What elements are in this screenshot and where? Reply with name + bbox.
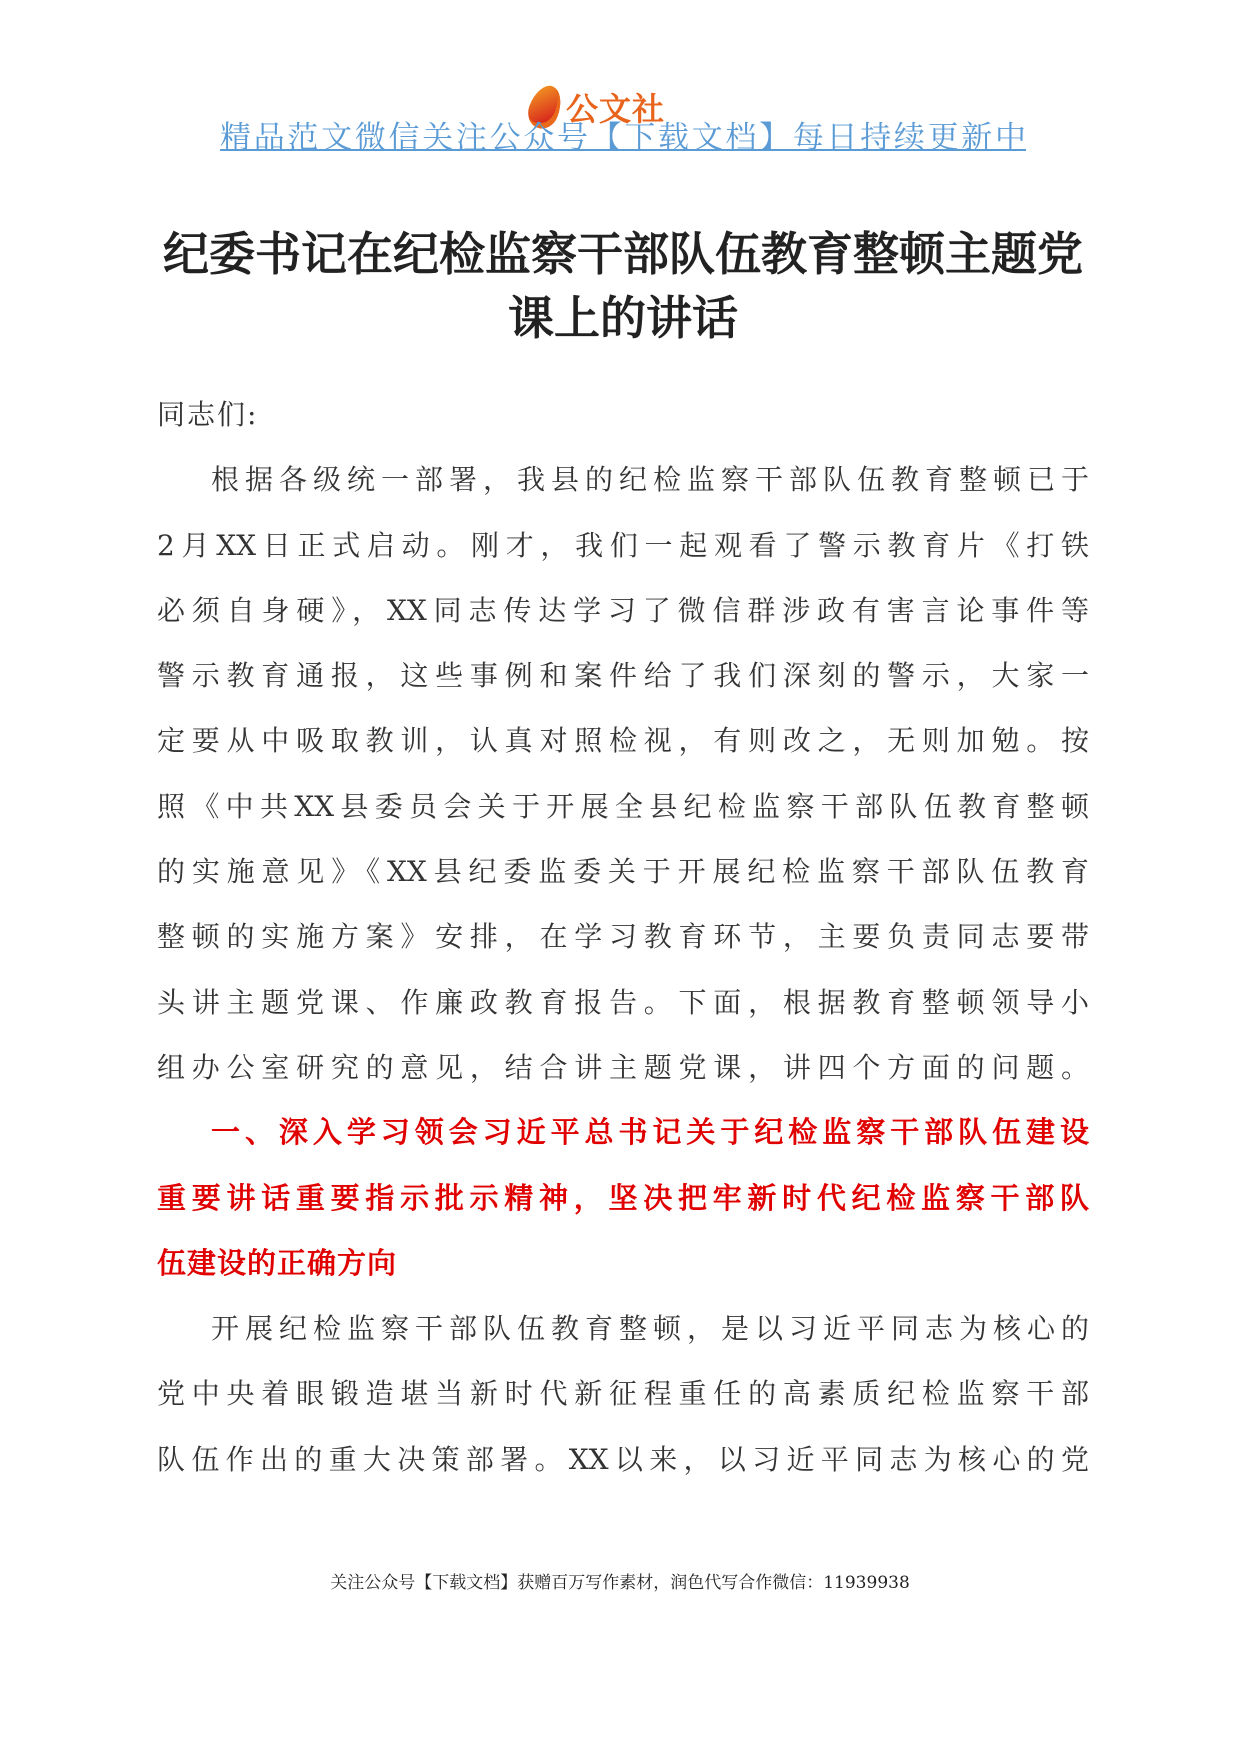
title-line: 纪委书记在纪检监察干部队伍教育整顿主题党 (163, 227, 1083, 281)
text-line: 组办公室研究的意见，结合讲主题党课，讲四个方面的问题。 (157, 1050, 1089, 1084)
heading-line: 伍建设的正确方向 (157, 1245, 398, 1280)
text-line: 警示教育通报，这些事例和案件给了我们深刻的警示，大家一 (157, 659, 1089, 693)
logo-text: 公文社 (566, 90, 666, 128)
text-line: 2月XX日正式启动。刚才，我们一起观看了警示教育片《打铁 (157, 528, 1089, 562)
text-line: 定要从中吸取教训，认真对照检视，有则改之，无则加勉。按 (157, 724, 1089, 758)
section-heading-1 (157, 1100, 1089, 1296)
text-line: 的实施意见》《XX县纪委监委关于开展纪检监察干部队伍教育 (157, 855, 1089, 889)
paragraph-1 (157, 447, 1089, 1100)
text-line: 整顿的实施方案》安排，在学习教育环节，主要负责同志要带 (157, 920, 1089, 954)
text-line: 队伍作出的重大决策部署。XX以来，以习近平同志为核心的党 (157, 1442, 1089, 1476)
title-line: 课上的讲话 (508, 291, 738, 345)
paragraph-2 (157, 1296, 1089, 1492)
text-line: 根据各级统一部署，我县的纪检监察干部队伍教育整顿已于 (211, 463, 1089, 497)
footer-promo: 关注公众号【下载文档】获赠百万写作素材，润色代写合作微信：11939938 (330, 1573, 910, 1593)
heading-line: 重要讲话重要指示批示精神，坚决把牢新时代纪检监察干部队 (157, 1180, 1089, 1215)
document-title (157, 222, 1089, 350)
greeting: 同志们: (157, 398, 259, 431)
text-line: 开展纪检监察干部队伍教育整顿，是以习近平同志为核心的 (211, 1312, 1089, 1346)
text-line: 党中央着眼锻造堪当新时代新征程重任的高素质纪检监察干部 (157, 1377, 1089, 1411)
header-promo-link[interactable]: 精品范文微信关注公众号【下载文档】每日持续更新中 (220, 120, 1026, 156)
text-line: 头讲主题党课、作廉政教育报告。下面，根据教育整顿领导小 (157, 985, 1089, 1019)
heading-line: 一、深入学习领会习近平总书记关于纪检监察干部队伍建设 (211, 1115, 1089, 1150)
text-line: 必须自身硬》，XX同志传达学习了微信群涉政有害言论事件等 (157, 593, 1089, 627)
text-line: 照《中共XX县委员会关于开展全县纪检监察干部队伍教育整顿 (157, 789, 1089, 823)
document-body (157, 382, 1089, 1492)
